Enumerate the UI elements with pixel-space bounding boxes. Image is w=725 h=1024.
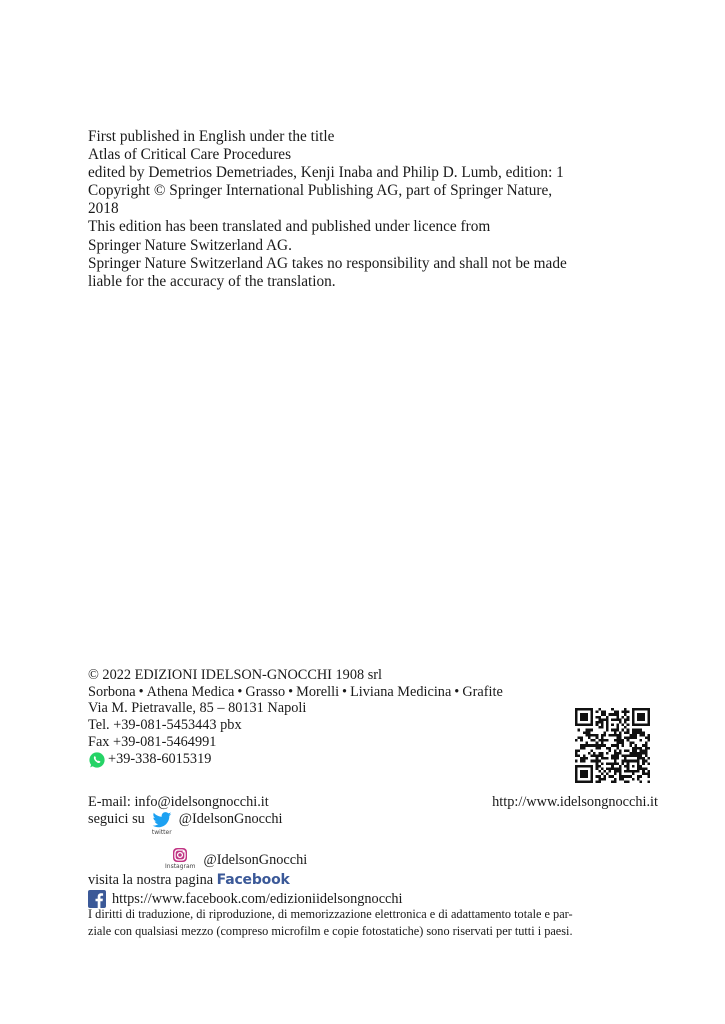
facebook-label: visita la nostra pagina [88, 872, 214, 888]
colophon-line: Copyright © Springer International Publishing AG, part of Springer Nature, [88, 182, 553, 200]
brand-separator: • [288, 683, 294, 700]
instagram-link[interactable] [165, 847, 196, 870]
colophon-line: edited by Demetrios Demetriades, Kenji Inaba and Philip D. Lumb, edition: 1 [88, 164, 564, 182]
brand-separator: • [454, 683, 460, 700]
instagram-caption: Instagram [165, 863, 196, 870]
instagram-handle[interactable]: @IdelsonGnocchi [203, 852, 308, 868]
facebook-line [88, 872, 658, 889]
colophon-line: liable for the accuracy of the translation. [88, 272, 336, 290]
brand-name: Morelli [296, 683, 340, 700]
brand-name: Grafite [462, 683, 503, 700]
website-link[interactable]: http://www.idelsongnocchi.it [492, 794, 658, 810]
twitter-handle[interactable]: @IdelsonGnocchi [178, 811, 283, 827]
whatsapp-icon [88, 751, 106, 769]
brand-name: Sorbona [88, 683, 136, 700]
twitter-icon [151, 812, 173, 829]
colophon-line: Springer Nature Switzerland AG takes no responsibility and shall not be made [88, 254, 567, 272]
brand-separator: • [237, 683, 243, 700]
twitter-caption: twitter [151, 829, 172, 836]
whatsapp-number: +39-338-6015319 [108, 751, 212, 768]
brand-name: Grasso [245, 683, 286, 700]
instagram-icon [172, 847, 188, 863]
brand-name: Liviana Medicina [350, 683, 452, 700]
follow-label: seguici su [88, 811, 145, 827]
email-link[interactable]: E-mail: info@idelsongnocchi.it [88, 794, 269, 810]
colophon-line: First published in English under the title [88, 128, 335, 145]
qr-code[interactable] [575, 708, 650, 783]
contact-row [88, 794, 658, 811]
colophon-line: Atlas of Critical Care Procedures [88, 146, 292, 164]
contacts [88, 794, 658, 909]
colophon [88, 128, 658, 291]
publisher-tel: Tel. +39-081-5453443 pbx [88, 717, 242, 734]
publisher-copyright: © 2022 EDIZIONI IDELSON-GNOCCHI 1908 srl [88, 667, 382, 683]
brand-separator: • [138, 683, 144, 700]
publisher-address: Via M. Pietravalle, 85 – 80131 Napoli [88, 700, 307, 717]
rights-line: I diritti di traduzione, di riproduzione, di memorizzazione elettronica e di adattamento totale e par- [88, 907, 573, 921]
twitter-link[interactable] [151, 812, 173, 836]
publisher-fax: Fax +39-081-5464991 [88, 733, 217, 750]
instagram-line [88, 847, 658, 872]
colophon-line: 2018 [88, 200, 119, 218]
twitter-line [88, 811, 658, 847]
brand-name: Athena Medica [146, 683, 235, 700]
rights-notice [88, 906, 658, 939]
colophon-line: This edition has been translated and published under licence from [88, 218, 491, 236]
colophon-line: Springer Nature Switzerland AG. [88, 236, 292, 254]
facebook-wordmark[interactable]: Facebook [216, 872, 290, 888]
publisher-brands [88, 684, 663, 701]
rights-line: ziale con qualsiasi mezzo (compreso microfilm e copie fotostatiche) sono riservati per tutti i paesi. [88, 923, 573, 938]
facebook-url[interactable]: https://www.facebook.com/edizioniidelsongnocchi [112, 890, 403, 907]
brand-separator: • [342, 683, 348, 700]
